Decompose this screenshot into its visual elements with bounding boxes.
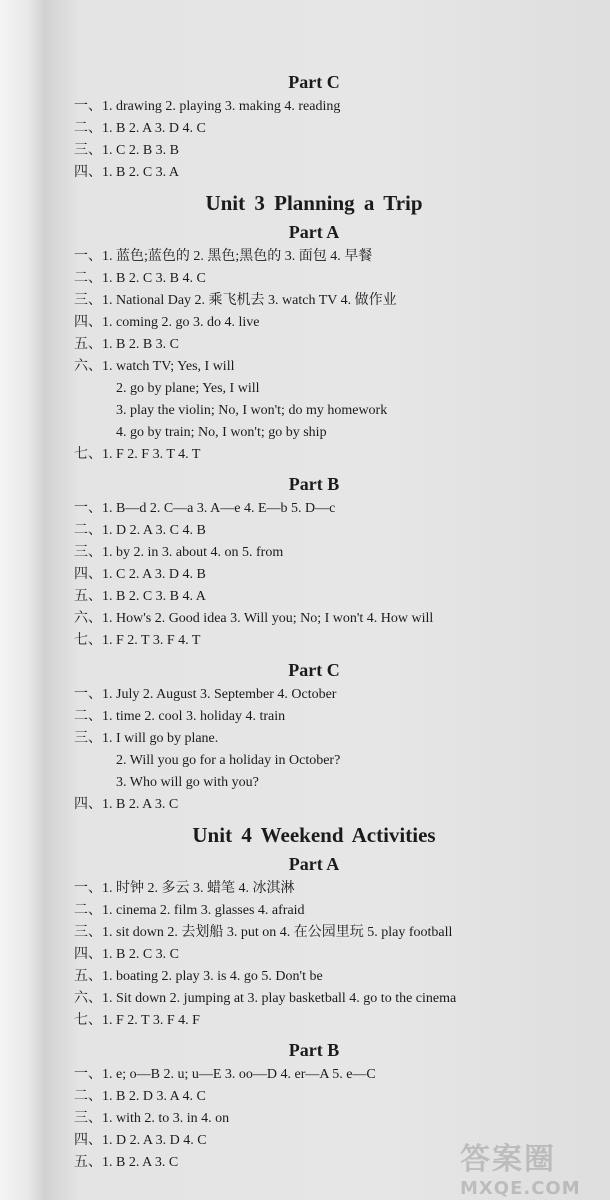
answer-line: 3. play the violin; No, I won't; do my homework	[116, 403, 388, 418]
answer-line: 四、1. D 2. A 3. D 4. C	[74, 1133, 207, 1148]
answer-line: 七、1. F 2. F 3. T 4. T	[74, 447, 201, 462]
answer-line: 五、1. B 2. B 3. C	[74, 337, 180, 352]
answer-line: 六、1. Sit down 2. jumping at 3. play basketball 4. go to the cinema	[74, 991, 457, 1006]
part-heading: Part A	[288, 854, 340, 874]
answer-content	[74, 68, 554, 1178]
unit-heading: Unit 3 Planning a Trip	[205, 191, 423, 215]
answer-line: 三、1. sit down 2. 去划船 3. put on 4. 在公园里玩 5. play football	[74, 925, 453, 940]
answer-line: 四、1. C 2. A 3. D 4. B	[74, 567, 206, 582]
answer-line: 一、1. 蓝色;蓝色的 2. 黑色;黑色的 3. 面包 4. 早餐	[74, 249, 373, 264]
answer-line: 二、1. B 2. D 3. A 4. C	[74, 1089, 206, 1104]
answer-line: 三、1. with 2. to 3. in 4. on	[74, 1111, 230, 1126]
answer-line: 五、1. B 2. A 3. C	[74, 1155, 179, 1170]
part-heading: Part C	[288, 660, 340, 680]
answer-line: 四、1. B 2. C 3. C	[74, 947, 180, 962]
watermark-top-text: 答案圈	[460, 1142, 556, 1177]
answer-line: 二、1. cinema 2. film 3. glasses 4. afraid	[74, 903, 305, 918]
answer-line: 一、1. drawing 2. playing 3. making 4. reading	[74, 99, 341, 114]
answer-line: 二、1. B 2. A 3. D 4. C	[74, 121, 206, 136]
answer-line: 三、1. I will go by plane.	[74, 731, 219, 746]
answer-line: 2. Will you go for a holiday in October?	[116, 753, 341, 768]
answer-line: 3. Who will go with you?	[116, 775, 259, 790]
answer-line: 五、1. B 2. C 3. B 4. A	[74, 589, 206, 604]
answer-line: 三、1. C 2. B 3. B	[74, 143, 180, 158]
answer-line: 二、1. time 2. cool 3. holiday 4. train	[74, 709, 286, 724]
answer-line: 五、1. boating 2. play 3. is 4. go 5. Don't be	[74, 969, 323, 984]
answer-line: 四、1. B 2. C 3. A	[74, 165, 180, 180]
answer-line: 四、1. coming 2. go 3. do 4. live	[74, 315, 260, 330]
part-heading: Part B	[288, 1040, 340, 1060]
answer-line: 二、1. D 2. A 3. C 4. B	[74, 523, 206, 538]
answer-line: 2. go by plane; Yes, I will	[116, 381, 260, 396]
answer-line: 四、1. B 2. A 3. C	[74, 797, 179, 812]
part-heading: Part A	[288, 222, 340, 242]
answer-line: 六、1. watch TV; Yes, I will	[74, 359, 235, 374]
watermark-bottom-text: MXQE.COM	[460, 1178, 581, 1199]
unit-heading: Unit 4 Weekend Activities	[192, 823, 436, 847]
answer-line: 三、1. by 2. in 3. about 4. on 5. from	[74, 545, 284, 560]
watermark-logo	[460, 1134, 600, 1199]
part-heading: Part C	[288, 72, 340, 92]
answer-line: 七、1. F 2. T 3. F 4. F	[74, 1013, 200, 1028]
answer-line: 六、1. How's 2. Good idea 3. Will you; No; I won't 4. How will	[74, 611, 434, 626]
page-binding-edge	[0, 0, 46, 1200]
part-heading: Part B	[288, 474, 340, 494]
answer-line: 二、1. B 2. C 3. B 4. C	[74, 271, 206, 286]
answer-line: 一、1. 时钟 2. 多云 3. 蜡笔 4. 冰淇淋	[74, 881, 295, 896]
answer-line: 4. go by train; No, I won't; go by ship	[116, 425, 327, 440]
answer-line: 一、1. B—d 2. C—a 3. A—e 4. E—b 5. D—c	[74, 501, 336, 516]
answer-line: 一、1. e; o—B 2. u; u—E 3. oo—D 4. er—A 5. e—C	[74, 1067, 376, 1082]
answer-line: 三、1. National Day 2. 乘飞机去 3. watch TV 4. 做作业	[74, 293, 397, 308]
answer-line: 一、1. July 2. August 3. September 4. October	[74, 687, 337, 702]
answer-line: 七、1. F 2. T 3. F 4. T	[74, 633, 201, 648]
